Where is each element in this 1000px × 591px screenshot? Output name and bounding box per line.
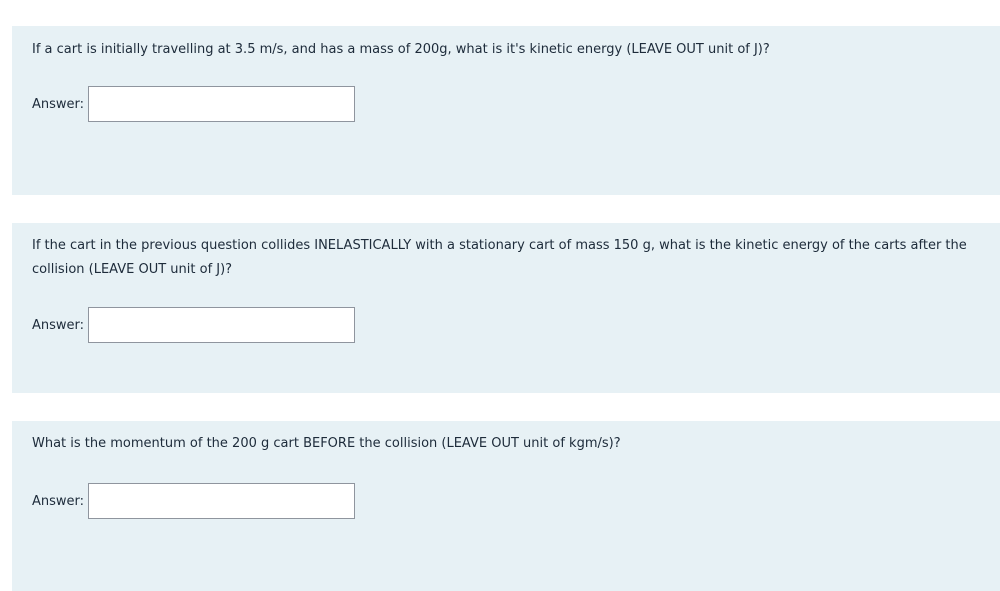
answer-row-2 bbox=[32, 307, 355, 343]
answer-input-2[interactable] bbox=[88, 307, 355, 343]
answer-label-3: Answer: bbox=[32, 493, 85, 509]
answer-label-2: Answer: bbox=[32, 317, 85, 333]
question-text-1: If a cart is initially travelling at 3.5 m/s, and has a mass of 200g, what is it's kinetic energy (LEAVE OUT unit of J)? bbox=[32, 42, 770, 57]
answer-row-3 bbox=[32, 483, 355, 519]
question-panel-2 bbox=[12, 223, 1000, 393]
answer-input-3[interactable] bbox=[88, 483, 355, 519]
answer-input-1[interactable] bbox=[88, 86, 355, 122]
question-panel-1 bbox=[12, 26, 1000, 195]
question-text-3: What is the momentum of the 200 g cart BEFORE the collision (LEAVE OUT unit of kgm/s)? bbox=[32, 436, 621, 451]
question-text-2: If the cart in the previous question collides INELASTICALLY with a stationary cart of mass 150 g, what is the kinetic energy of the carts after the collision (LEAVE OUT unit of J)? bbox=[32, 238, 967, 277]
question-panel-3 bbox=[12, 421, 1000, 591]
answer-row-1 bbox=[32, 86, 355, 122]
answer-label-1: Answer: bbox=[32, 96, 85, 112]
